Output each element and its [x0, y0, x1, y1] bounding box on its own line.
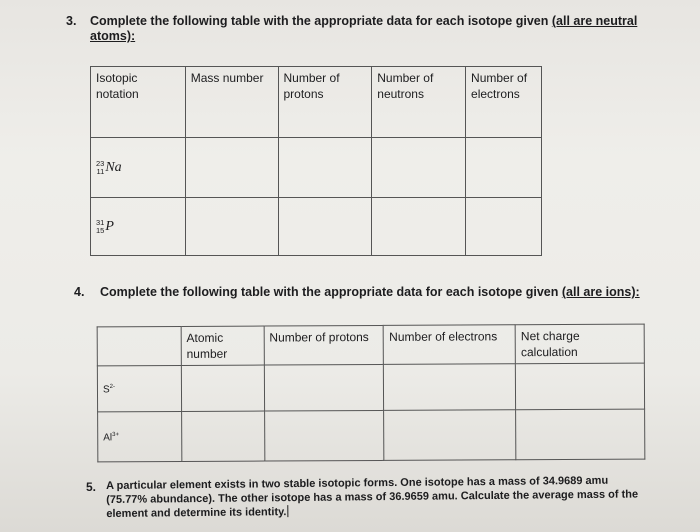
answer-cell[interactable]	[516, 409, 645, 460]
table-header-row	[97, 324, 644, 366]
ion-sulfur: $S^{2-}$	[102, 384, 115, 396]
table-row	[97, 363, 644, 412]
neutral-atoms-table	[90, 66, 542, 256]
header-number-of-neutrons: Number of neutrons	[372, 67, 466, 138]
answer-cell[interactable]	[384, 410, 516, 461]
header-isotopic-notation: Isotopic notation	[91, 67, 186, 138]
header-mass-number: Mass number	[185, 67, 278, 138]
question-4-number: 4.	[74, 285, 85, 299]
ion-aluminum-cell	[98, 411, 182, 461]
answer-cell[interactable]	[466, 138, 542, 198]
question-5-text: A particular element exists in two stable isotopic forms. One isotope has a mass of 34.9689 amu (75.77% abundance). The other isotope has a mass of 36.9659 amu. Calculate the average mass of the element and determine its identity.	[106, 474, 639, 520]
question-3-number: 3.	[66, 14, 77, 28]
answer-cell[interactable]	[516, 363, 645, 410]
answer-cell[interactable]	[372, 198, 466, 256]
ion-aluminum: $Al^{3+}$	[103, 432, 119, 444]
isotope-sodium-cell	[91, 138, 186, 198]
question-4-condition: (all are ions):	[561, 285, 640, 299]
question-5-prompt[interactable]	[106, 474, 646, 521]
header-ion	[97, 326, 181, 365]
answer-cell[interactable]	[185, 138, 278, 198]
text-cursor	[287, 505, 288, 517]
table-row	[91, 198, 542, 256]
table-row	[98, 409, 645, 462]
answer-cell[interactable]	[278, 198, 372, 256]
isotope-phosphorus: 31 15P	[96, 217, 114, 235]
header-number-of-protons: Number of protons	[278, 67, 372, 138]
table-row	[91, 138, 542, 198]
isotope-sodium: 23 11Na	[96, 158, 122, 176]
question-3-condition: (all are neutral atoms):	[90, 14, 638, 43]
table-header-row	[91, 67, 542, 138]
answer-cell[interactable]	[384, 364, 516, 411]
isotope-phosphorus-cell	[91, 198, 186, 256]
answer-cell[interactable]	[372, 138, 466, 198]
header-atomic-number: Atomic number	[181, 326, 264, 365]
answer-cell[interactable]	[278, 138, 372, 198]
answer-cell[interactable]	[181, 365, 264, 411]
answer-cell[interactable]	[264, 410, 384, 461]
header-net-charge: Net charge calculation	[515, 324, 644, 364]
answer-cell[interactable]	[466, 198, 542, 256]
answer-cell[interactable]	[181, 411, 264, 461]
header-number-of-electrons: Number of electrons	[466, 67, 542, 138]
ion-sulfur-cell	[97, 365, 181, 411]
question-5-number: 5.	[86, 480, 97, 494]
question-3-prompt	[90, 14, 650, 44]
question-4-prompt	[100, 285, 660, 299]
answer-cell[interactable]	[264, 364, 384, 411]
answer-cell[interactable]	[185, 198, 278, 256]
ions-table	[97, 324, 646, 463]
question-4-text: Complete the following table with the appropriate data for each isotope given	[100, 285, 562, 299]
header-number-of-electrons: Number of electrons	[384, 325, 516, 365]
header-number-of-protons: Number of protons	[264, 325, 384, 365]
question-3-text: Complete the following table with the appropriate data for each isotope given	[90, 14, 552, 28]
